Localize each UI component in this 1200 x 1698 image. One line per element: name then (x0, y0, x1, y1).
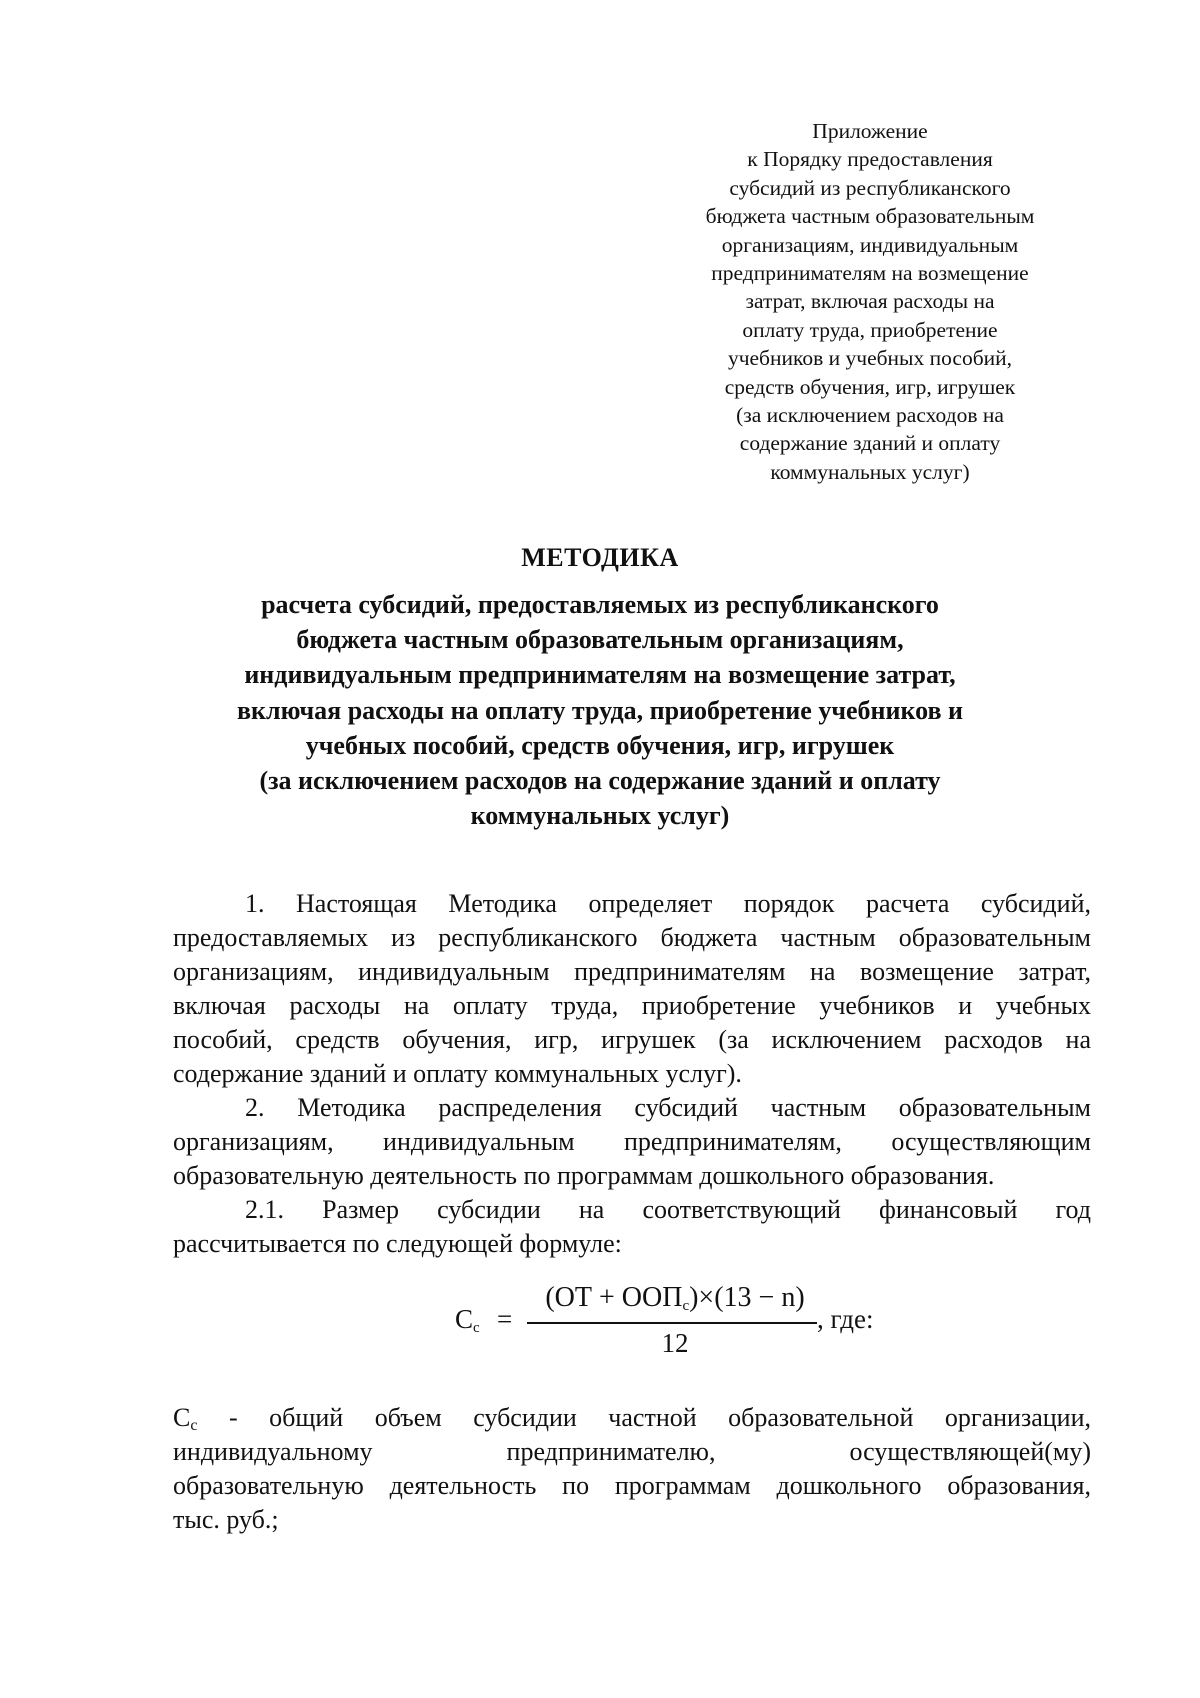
definition-line (173, 1401, 1091, 1435)
formula-lhs (455, 1304, 480, 1337)
document-subtitle (150, 587, 1050, 833)
appendix-line: оплату труда, приобретение (742, 317, 998, 342)
appendix-line: Приложение (812, 119, 928, 143)
appendix-line: содержание зданий и оплату (739, 431, 1001, 456)
definition-cc (173, 1401, 1091, 1537)
subsidy-formula (455, 1282, 895, 1372)
paragraph-line: организациям, индивидуальным предпринимателям на возмещение затрат, (173, 957, 1091, 986)
subtitle-line: бюджета частным образовательным организациям, (296, 625, 904, 655)
appendix-line: субсидий из республиканского (729, 175, 1011, 200)
paragraph-1 (173, 887, 1091, 1091)
appendix-line: (за исключением расходов на (736, 403, 1004, 428)
formula-numerator-subscript: c (682, 1298, 690, 1314)
appendix-line: к Порядку предоставления (747, 147, 993, 172)
subtitle-line: учебных пособий, средств обучения, игр, игрушек (305, 730, 895, 760)
appendix-line: предпринимателям на возмещение (711, 261, 1029, 286)
paragraph-line: 2. Методика распределения субсидий частным образовательным (245, 1093, 1091, 1122)
document-title: МЕТОДИКА (521, 543, 679, 572)
fraction-bar (527, 1322, 817, 1324)
paragraph-line: 1. Настоящая Методика определяет порядок расчета субсидий, (245, 889, 1091, 918)
formula-lhs-subscript: c (473, 1320, 480, 1336)
appendix-line: бюджета частным образовательным (705, 204, 1035, 229)
appendix-line: затрат, включая расходы на (745, 289, 995, 314)
definition-text: - общий объем субсидии частной образовательной организации, (197, 1403, 1091, 1432)
definition-subscript: c (190, 1417, 198, 1434)
definition-symbol: C (173, 1403, 191, 1432)
subtitle-line: коммунальных услуг) (470, 801, 730, 831)
definition-line: тыс. руб.; (173, 1505, 279, 1534)
formula-numerator-part2: )×(13 − n) (689, 1282, 805, 1313)
paragraph-line: содержание зданий и оплату коммунальных услуг). (173, 1059, 742, 1088)
paragraph-2 (173, 1091, 1091, 1193)
paragraph-line: 2.1. Размер субсидии на соответствующий финансовый год (245, 1195, 1091, 1224)
formula-numerator-part1: (ОТ + ООП (545, 1282, 683, 1313)
definition-line: образовательную деятельность по программам дошкольного образования, (173, 1471, 1091, 1500)
appendix-line: коммунальных услуг) (770, 459, 970, 484)
formula-tail: , где: (817, 1304, 874, 1334)
definition-line: индивидуальному предпринимателю, осуществляющей(му) (173, 1437, 1091, 1466)
subtitle-line: расчета субсидий, предоставляемых из республиканского (261, 590, 939, 619)
subtitle-line: индивидуальным предпринимателям на возмещение затрат, (244, 660, 956, 690)
formula-numerator (525, 1282, 825, 1315)
paragraph-line: рассчитывается по следующей формуле: (173, 1229, 622, 1258)
paragraph-line: организациям, индивидуальным предпринимателям, осуществляющим (173, 1127, 1091, 1156)
paragraph-line: образовательную деятельность по программам дошкольного образования. (173, 1161, 995, 1190)
paragraph-line: включая расходы на оплату труда, приобретение учебников и учебных (173, 991, 1091, 1020)
formula-denominator: 12 (661, 1328, 689, 1358)
subtitle-line: включая расходы на оплату труда, приобретение учебников и (236, 695, 964, 725)
formula-lhs-symbol: C (455, 1304, 474, 1334)
paragraph-line: предоставляемых из республиканского бюджета частным образовательным (173, 923, 1091, 952)
subtitle-line: (за исключением расходов на содержание зданий и оплату (259, 766, 941, 796)
paragraph-line: пособий, средств обучения, игр, игрушек (за исключением расходов на (173, 1025, 1091, 1054)
appendix-line: организациям, индивидуальным (721, 232, 1019, 257)
appendix-line: учебников и учебных пособий, (727, 346, 1013, 371)
appendix-line: средств обучения, игр, игрушек (724, 374, 1016, 399)
appendix-header (680, 117, 1060, 486)
formula-equals: = (497, 1304, 513, 1334)
paragraph-2-1 (173, 1193, 1091, 1261)
